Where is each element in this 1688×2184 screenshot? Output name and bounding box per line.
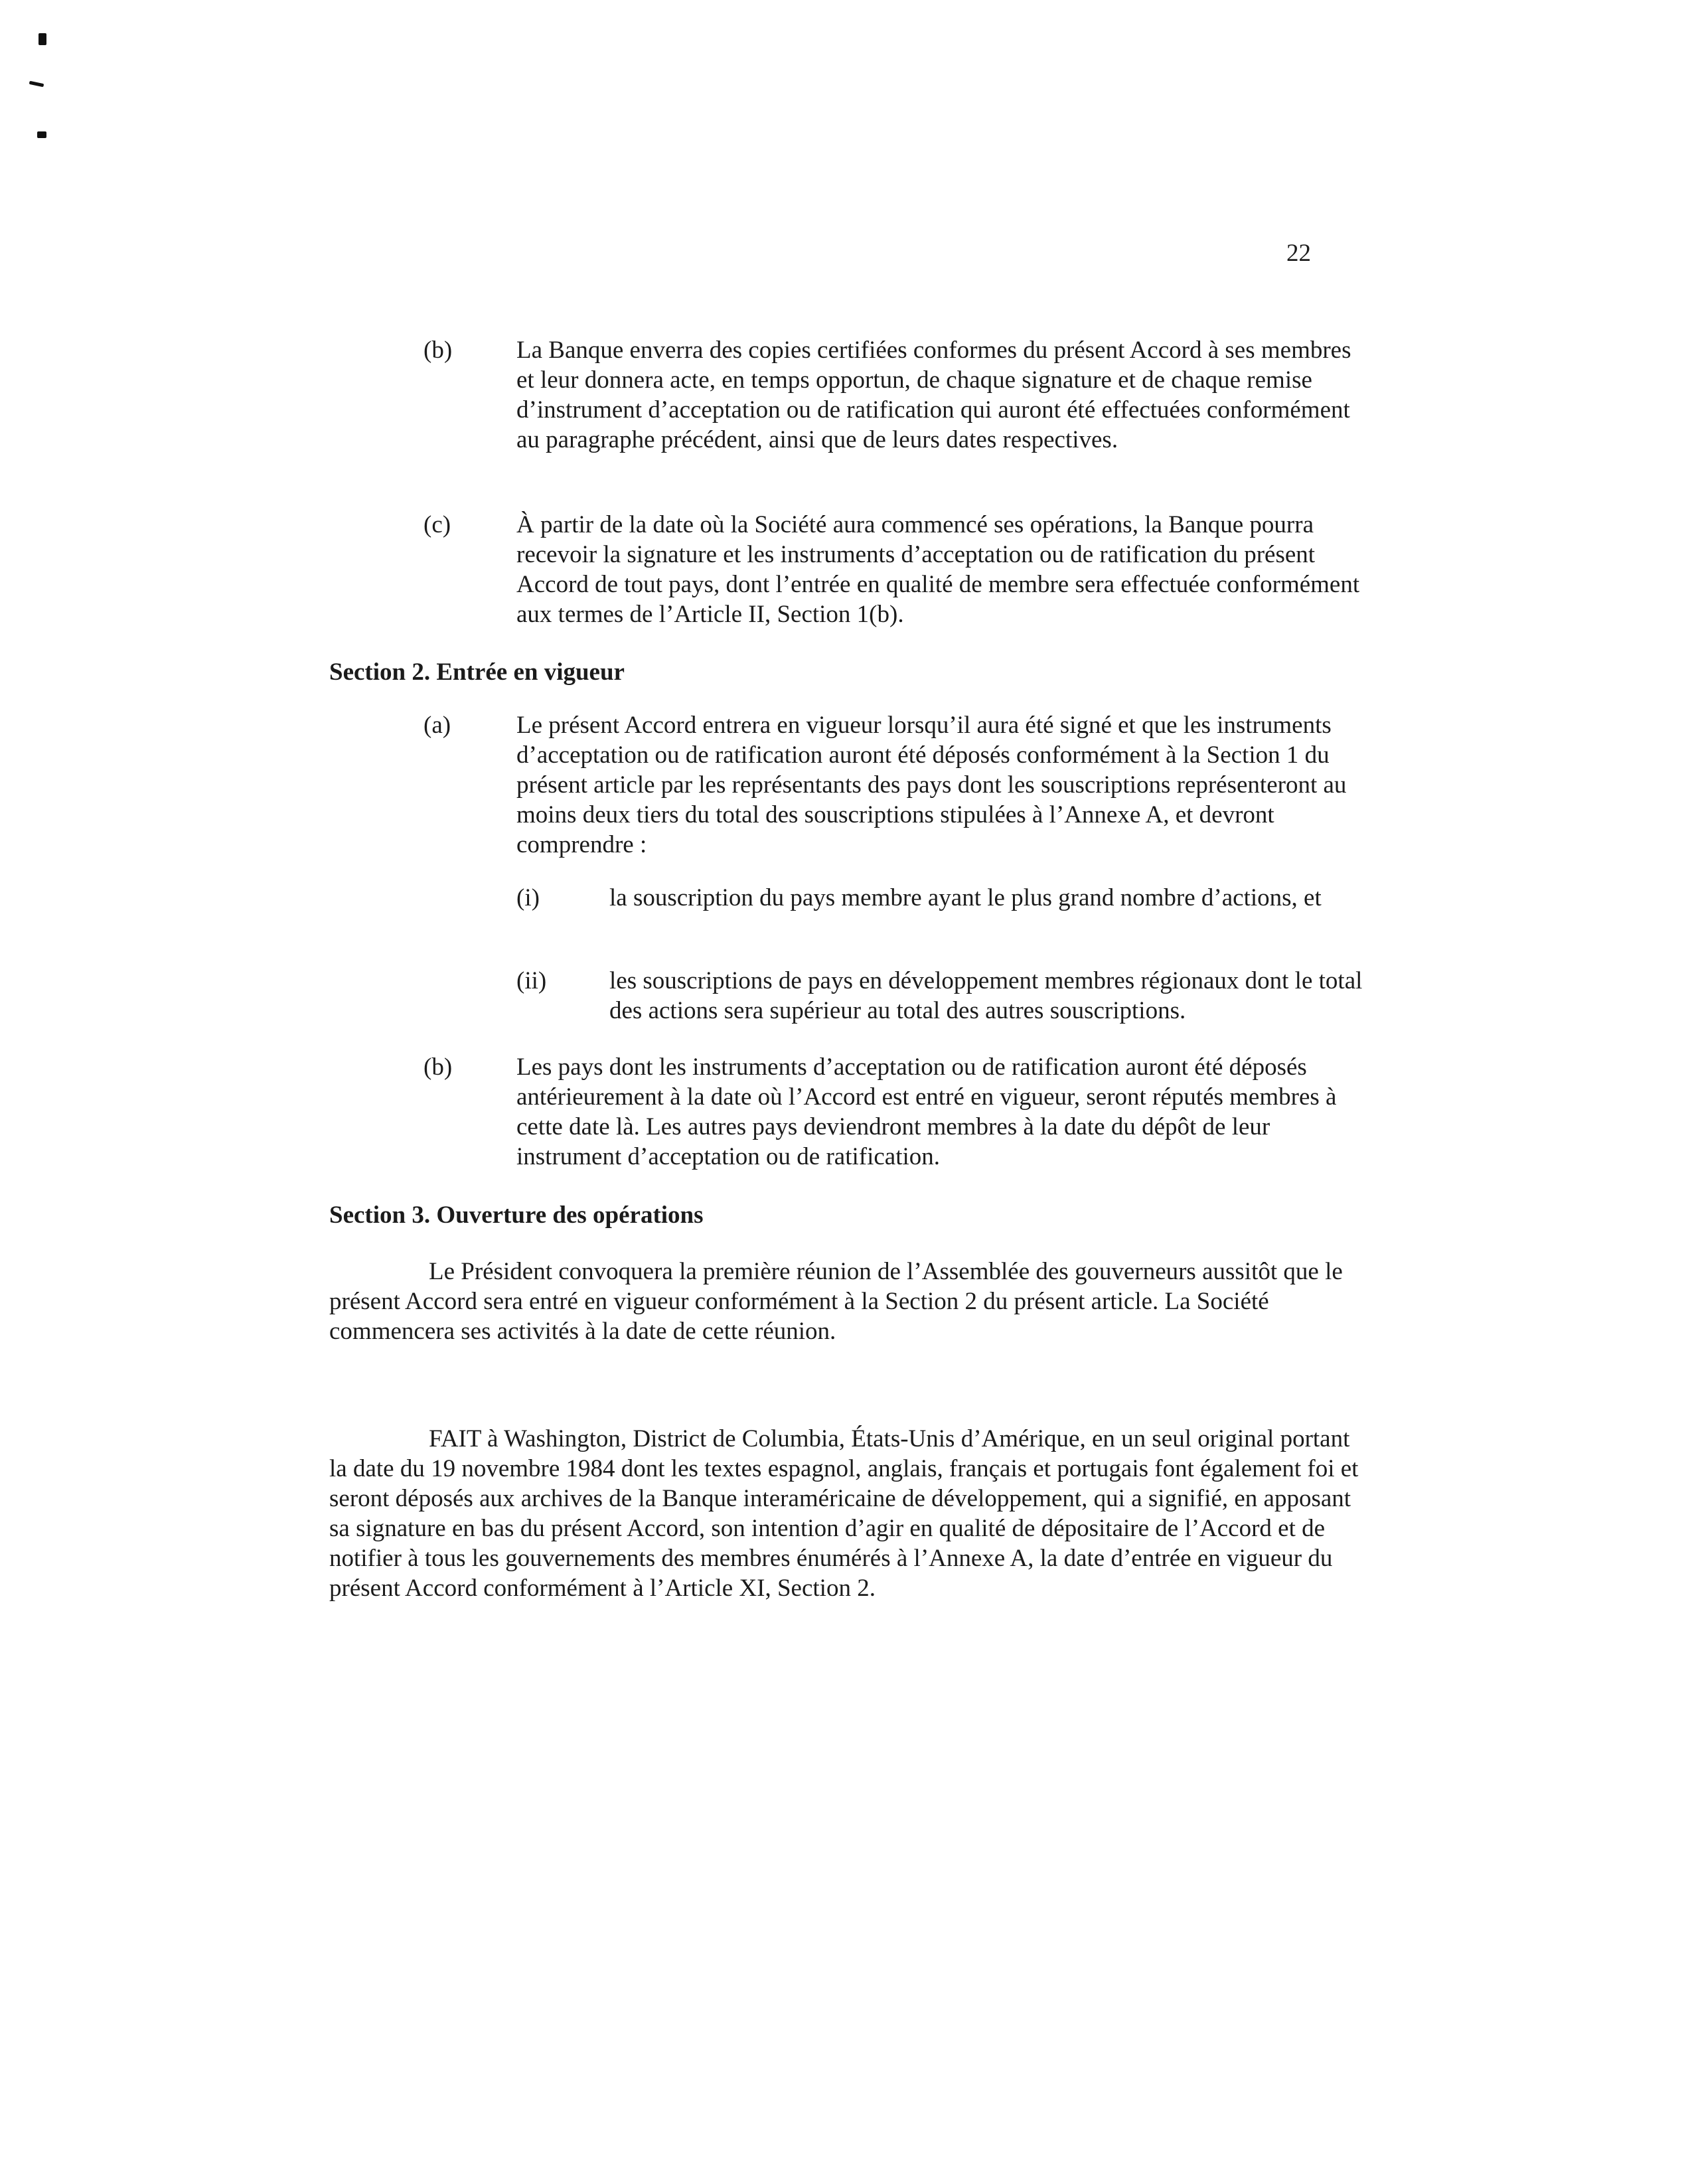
item-text: Les pays dont les instruments d’acceptation ou de ratification auront été déposés antérieurement à la date où l’Accord est entré en vigueur, seront réputés membres à cette date là. Les autres pays deviendront membres à la date du dépôt de leur instrument d’acceptation ou de ratification. <box>516 1053 1337 1170</box>
subitem-label: (ii) <box>516 967 547 994</box>
sub-list-item <box>516 966 1366 1029</box>
section-heading: Section 3. Ouverture des opérations <box>329 1202 704 1229</box>
item-label: (c) <box>423 511 451 538</box>
list-item <box>423 335 1366 488</box>
subitem-text: la souscription du pays membre ayant le plus grand nombre d’actions, et <box>609 884 1322 911</box>
page-number: 22 <box>1286 240 1311 267</box>
scan-mark <box>37 131 46 138</box>
subitem-text: les souscriptions de pays en développement membres régionaux dont le total des actions sera supérieur au total des autres souscriptions. <box>609 967 1363 1024</box>
item-label: (b) <box>423 1053 453 1081</box>
list-item <box>423 710 1366 863</box>
item-text: La Banque enverra des copies certifiées conformes du présent Accord à ses membres et leur donnera acte, en temps opportun, de chaque signature et de chaque remise d’instrument d’acceptation ou de ratification qui auront été effectuées conformément au paragraphe précédent, ainsi que de leurs dates respectives. <box>516 337 1351 453</box>
item-text: Le présent Accord entrera en vigueur lorsqu’il aura été signé et que les instruments d’acceptation ou de ratification auront été déposés conformément à la Section 1 du présent article par les représentants des pays dont les souscriptions représenteront au moins deux tiers du total des souscriptions stipulées à l’Annexe A, et devront comprendre : <box>516 712 1347 858</box>
list-item <box>423 510 1366 633</box>
scan-mark <box>38 33 46 45</box>
section-heading: Section 2. Entrée en vigueur <box>329 659 625 686</box>
list-item <box>423 1052 1366 1175</box>
paragraph: Le Président convoquera la première réunion de l’Assemblée des gouverneurs aussitôt que le présent Accord sera entré en vigueur conformément à la Section 2 du présent article. La Société commencera ses activités à la date de cette réunion. <box>329 1258 1343 1345</box>
subitem-label: (i) <box>516 884 540 911</box>
closing-paragraph: FAIT à Washington, District de Columbia, États-Unis d’Amérique, en un seul original portant la date du 19 novembre 1984 dont les textes espagnol, anglais, français et portugais font également foi et seront déposés aux archives de la Banque interaméricaine de développement, qui a signifié, en apposant sa signature en bas du présent Accord, son intention d’agir en qualité de dépositaire de l’Accord et de notifier à tous les gouvernements des membres énumérés à l’Annexe A, la date d’entrée en vigueur du présent Accord conformément à l’Article XI, Section 2. <box>329 1425 1359 1602</box>
sub-list-item <box>516 883 1366 946</box>
item-text: À partir de la date où la Société aura commencé ses opérations, la Banque pourra recevoir la signature et les instruments d’acceptation ou de ratification du présent Accord de tout pays, dont l’entrée en qualité de membre sera effectuée conformément aux termes de l’Article II, Section 1(b). <box>516 511 1360 628</box>
item-label: (a) <box>423 712 451 739</box>
item-label: (b) <box>423 337 453 364</box>
scan-mark <box>29 81 44 87</box>
